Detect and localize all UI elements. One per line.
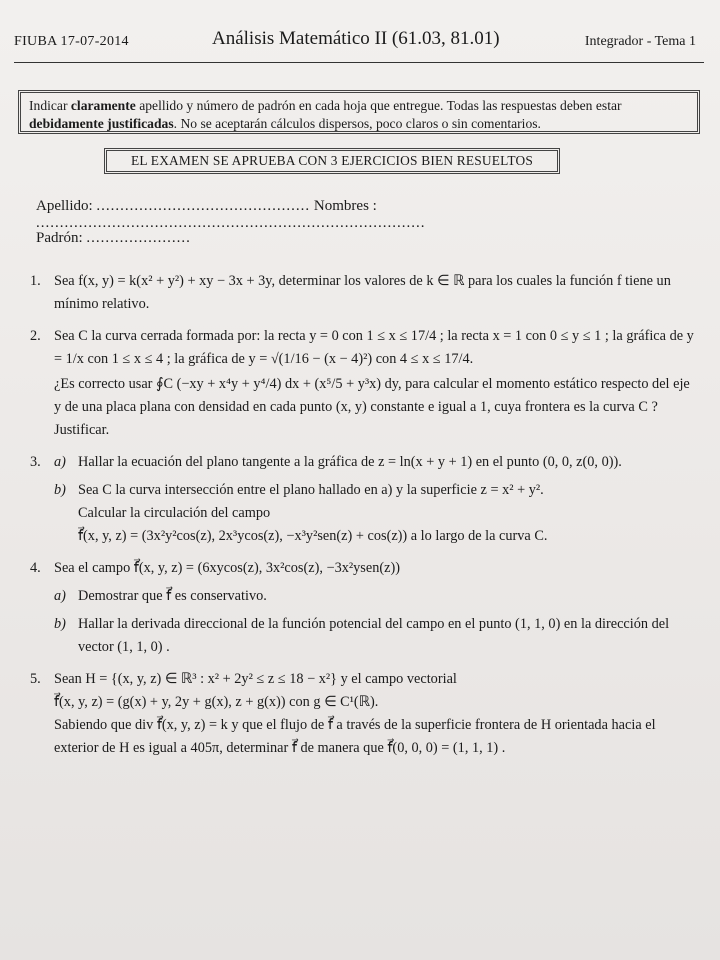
subitem-text: Hallar la ecuación del plano tangente a la gráfica de z = ln(x + y + 1) en el punto (0, 0, z(0, 0)). (78, 454, 622, 470)
problem-number: 2. (30, 328, 41, 344)
problem-3a (54, 451, 698, 474)
problem-text: Sean H = {(x, y, z) ∈ ℝ³ : x² + 2y² ≤ z ≤ 18 − x²} y el campo vectorial (54, 671, 457, 687)
instructions-box (18, 90, 700, 134)
problem-4 (30, 557, 698, 659)
subitem-label: b) (54, 482, 66, 498)
problem-question: ¿Es correcto usar ∮C (−xy + x⁴y + y⁴/4) dx + (x⁵/5 + y³x) dy, para calcular el momento estático respecto del eje y de una placa plana con densidad en cada punto (x, y) constante e igual a 1, cuya frontera es la curva C ? Justificar. (54, 376, 690, 438)
subitem-label: a) (54, 588, 66, 604)
problem-5 (30, 668, 698, 760)
problem-text: Sea el campo f⃗(x, y, z) = (6xycos(z), 3x²cos(z), −3x²ysen(z)) (54, 560, 400, 576)
exam-header (14, 26, 696, 62)
subitem-label: b) (54, 616, 66, 632)
nombres-label: Nombres : (313, 198, 377, 214)
padron-blank[interactable]: ...................... (86, 230, 191, 246)
notice-text-3: . No se aceptarán cálculos dispersos, poco claros o sin comentarios. (173, 116, 541, 131)
problem-4b (54, 613, 698, 659)
header-exam-type: Integrador - Tema 1 (584, 34, 696, 49)
notice-bold-2: debidamente justificadas (29, 116, 174, 131)
subitem-text: f⃗(x, y, z) = (3x²y²cos(z), 2x³ycos(z), −x³y²sen(z) + cos(z)) a lo largo de la curva C. (78, 528, 548, 544)
subitem-text: Hallar la derivada direccional de la función potencial del campo en el punto (1, 1, 0) en la dirección del vector (1, 1, 0) . (78, 616, 670, 655)
notice-text-2: apellido y número de padrón en cada hoja que entregue. Todas las respuestas deben estar (135, 98, 622, 113)
problem-text: Sabiendo que div f⃗(x, y, z) = k y que el flujo de f⃗ a través de la superficie frontera de H orientada hacia el exterior de H es igual a 405π, determinar f⃗ de manera que f⃗(0, 0, 0) = (1, 1, 1) . (54, 717, 656, 756)
problem-3 (30, 451, 698, 548)
problem-list (30, 270, 698, 769)
problem-number: 3. (30, 454, 41, 470)
problem-3b (54, 479, 698, 548)
problem-4a (54, 585, 698, 608)
notice-bold-1: claramente (70, 98, 136, 113)
subitem-text: Sea C la curva intersección entre el plano hallado en a) y la superficie z = x² + y². (78, 482, 544, 498)
header-date: FIUBA 17-07-2014 (14, 34, 129, 49)
apellido-blank[interactable]: ............................................. (96, 198, 311, 214)
problem-1 (30, 270, 698, 316)
apellido-label: Apellido: (36, 198, 93, 214)
problem-text: f⃗(x, y, z) = (g(x) + y, 2y + g(x), z + g(x)) con g ∈ C¹(ℝ). (54, 694, 379, 710)
problem-number: 4. (30, 560, 41, 576)
name-fields-row (36, 198, 700, 232)
subitem-text: Demostrar que f⃗ es conservativo. (78, 588, 267, 604)
header-course-title: Análisis Matemático II (61.03, 81.01) (212, 28, 500, 49)
problem-text: Sea f(x, y) = k(x² + y²) + xy − 3x + 3y, determinar los valores de k ∈ ℝ para los cuales la función f tiene un mínimo relativo. (54, 273, 671, 312)
approval-banner: EL EXAMEN SE APRUEBA CON 3 EJERCICIOS BIEN RESUELTOS (104, 148, 560, 174)
problem-number: 1. (30, 273, 41, 289)
header-divider (14, 62, 704, 63)
subitem-text: Calcular la circulación del campo (78, 505, 271, 521)
problem-number: 5. (30, 671, 41, 687)
padron-label: Padrón: (36, 230, 83, 246)
problem-text: Sea C la curva cerrada formada por: la recta y = 0 con 1 ≤ x ≤ 17/4 ; la recta x = 1 con 0 ≤ y ≤ 1 ; la gráfica de y = 1/x con 1 ≤ x ≤ 4 ; la gráfica de y = √(1/16 − (x − 4)²) con 4 ≤ x ≤ 17/4. (54, 328, 694, 367)
problem-2 (30, 325, 698, 442)
nombres-blank[interactable]: .................................................................................. (36, 215, 426, 231)
subitem-label: a) (54, 454, 66, 470)
padron-field-row (36, 230, 700, 247)
notice-text-1: Indicar (29, 98, 71, 113)
